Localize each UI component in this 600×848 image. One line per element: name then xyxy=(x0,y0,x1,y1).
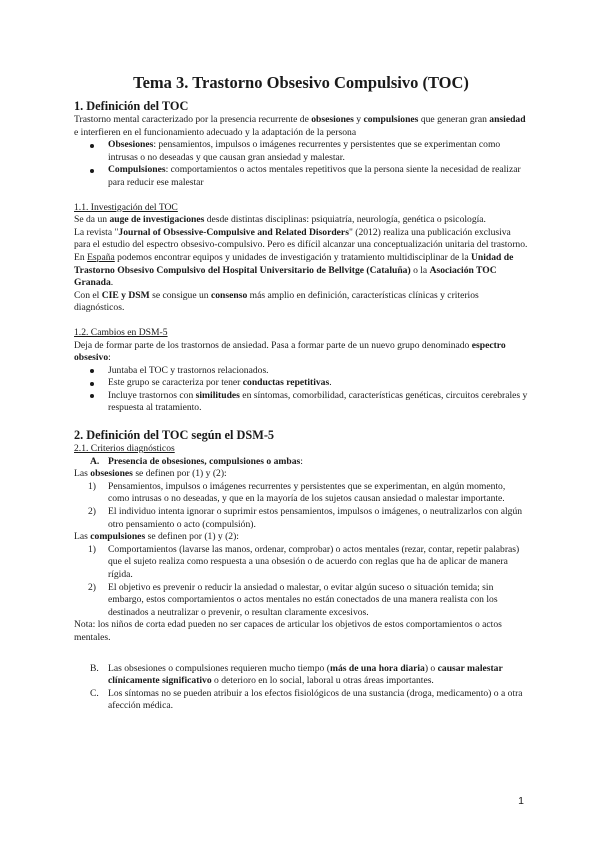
spacer xyxy=(74,415,528,428)
text-run: Incluye trastornos con xyxy=(108,389,196,401)
text-run: se definen por (1) y (2): xyxy=(145,531,239,543)
spacer xyxy=(74,645,528,663)
text-run: Las xyxy=(74,531,91,543)
list-marker: 1) xyxy=(88,543,96,555)
list-item xyxy=(74,544,528,582)
bold-term: CIE y DSM xyxy=(101,289,150,301)
text-run: " (2012) realiza una publicación exclusiva para el estudio del espectro obsesivo-compulsivo. Pero es difícil alcanzar una conceptualización unitaria del trastorno. xyxy=(74,226,528,251)
text-run: El individuo intenta ignorar o suprimir estos pensamientos, impulsos o imágenes, o neutralizarlos con algún otro pensamiento o acto (compulsión). xyxy=(108,506,523,530)
text-run: ) o xyxy=(424,662,438,674)
list-item xyxy=(74,481,528,506)
list-item xyxy=(74,390,528,415)
text-run: e interfieren en el funcionamiento adecuado y la adaptación de la persona xyxy=(74,126,357,138)
bold-term: causar malestar clínicamente significativo xyxy=(108,662,503,687)
paragraph-definicion xyxy=(74,114,528,139)
paragraph xyxy=(74,227,528,252)
text-run: Se da un xyxy=(74,214,110,226)
bold-term: Journal of Obsessive-Compulsive and Related Disorders xyxy=(118,226,349,238)
subsection-heading-criterios: 2.1. Criterios diagnósticos xyxy=(74,443,175,455)
note-paragraph: Nota: los niños de corta edad pueden no ser capaces de articular los objetivos de estos comportamientos o actos mentales. xyxy=(74,619,502,643)
text-run: Los síntomas no se pueden atribuir a los efectos fisiológicos de una sustancia (droga, medicamento) o a otra afección médica. xyxy=(108,687,523,712)
bold-term: similitudes xyxy=(195,389,240,401)
underlined-term: España xyxy=(87,251,115,263)
text-run: : pensamientos, impulsos o imágenes recurrentes y persistentes que se experimentan como intrusas o no deseadas y que causan gran ansiedad y malestar. xyxy=(108,139,501,163)
section-heading-definicion: 1. Definición del TOC xyxy=(74,99,189,113)
criterion-a xyxy=(74,456,528,469)
bold-term: ansiedad xyxy=(489,114,526,125)
criterion-marker: C. xyxy=(90,687,99,699)
text-run: El objetivo es prevenir o reducir la ansiedad o malestar, o evitar algún suceso o situación temida; sin embargo, estos comportamientos o actos mentales no están conectados de una manera realista con los destinados a neutralizar o prevenir, o resultan claramente excesivos. xyxy=(108,581,498,618)
text-run: desde distintas disciplinas: psiquiatría, neurología, genética o psicología. xyxy=(204,214,486,226)
criterion-marker: B. xyxy=(90,662,99,674)
bold-term: Presencia de obsesiones, compulsiones o ambas xyxy=(108,455,301,467)
text-run: . xyxy=(329,377,332,389)
bold-term: auge de investigaciones xyxy=(109,214,205,226)
text-run: Deja de formar parte de los trastornos de ansiedad. Pasa a formar parte de un nuevo grupo denominado xyxy=(74,339,472,351)
text-run: Comportamientos (lavarse las manos, ordenar, comprobar) o actos mentales (rezar, contar, repetir palabras) que el sujeto realiza como respuesta a una obsesión o de acuerdo con reglas que ha de aplicar de manera rígida. xyxy=(108,543,520,580)
text-run: Las obsesiones o compulsiones requieren mucho tiempo ( xyxy=(108,662,330,674)
bullet-list-cambios xyxy=(74,365,528,415)
text-run: : comportamientos o actos mentales repetitivos que la persona siente la necesidad de realizar para reducir ese malestar xyxy=(108,164,521,188)
bold-term: Obsesiones xyxy=(108,139,154,151)
bold-term: más de una hora diaria xyxy=(329,662,425,674)
bold-term: conductas repetitivas xyxy=(242,377,330,389)
text-run: que generan gran xyxy=(418,114,490,125)
criterion-b xyxy=(74,663,528,688)
text-run: se consigue un xyxy=(149,289,211,301)
list-item xyxy=(74,164,528,189)
paragraph xyxy=(74,214,528,227)
subsection-heading-cambios-dsm5: 1.2. Cambios en DSM-5 xyxy=(74,326,168,338)
page-title: Tema 3. Trastorno Obsesivo Compulsivo (TOC) xyxy=(133,73,469,92)
numbered-list-compulsiones xyxy=(74,544,528,620)
list-item xyxy=(74,506,528,531)
page-number: 1 xyxy=(518,795,524,807)
text-run: y xyxy=(353,114,364,125)
bold-term: compulsiones xyxy=(363,114,419,125)
paragraph xyxy=(74,468,528,481)
text-run: o deterioro en lo social, laboral u otras áreas importantes. xyxy=(211,675,434,687)
bold-term: Asociación TOC Granada xyxy=(74,264,497,289)
criterion-marker: A. xyxy=(90,455,100,467)
list-item xyxy=(74,139,528,164)
bold-term: obsesiones xyxy=(90,468,133,480)
list-item xyxy=(74,377,528,390)
numbered-list-obsesiones xyxy=(74,481,528,531)
list-marker: 1) xyxy=(88,480,96,492)
text-run: La revista " xyxy=(74,226,119,238)
criterion-c xyxy=(74,688,528,713)
text-run: : xyxy=(300,455,303,467)
page-content xyxy=(74,70,528,713)
text-run: Pensamientos, impulsos o imágenes recurrentes y persistentes que se experimentan, en algún momento, como intrusas o no deseadas, y que en la mayoría de los sujetos causan ansiedad o malestar importante. xyxy=(108,480,506,505)
bold-term: compulsiones xyxy=(90,531,146,543)
bold-term: espectro obsesivo xyxy=(74,339,506,364)
text-run: en síntomas, comorbilidad, características genéticas, circuitos cerebrales y respuesta al tratamiento. xyxy=(108,389,528,414)
bold-term: Unidad de Trastorno Obsesivo Compulsivo del Hospital Universitario de Bellvitge (Cataluña) xyxy=(74,251,514,276)
text-run: . xyxy=(110,277,114,289)
paragraph xyxy=(74,340,528,365)
paragraph xyxy=(74,290,528,315)
text-run: Trastorno mental caracterizado por la presencia recurrente de xyxy=(74,114,312,125)
paragraph xyxy=(74,252,528,290)
list-item xyxy=(74,582,528,620)
text-run: : xyxy=(108,352,111,364)
text-run: se definen por (1) y (2): xyxy=(132,468,227,480)
text-run: Las xyxy=(74,468,91,480)
section-heading-dsm5: 2. Definición del TOC según el DSM-5 xyxy=(74,428,275,443)
text-run: En xyxy=(74,251,88,263)
bullet-list-definicion xyxy=(74,139,528,189)
list-marker: 2) xyxy=(88,581,96,593)
bold-term: obsesiones xyxy=(311,114,354,125)
bold-term: consenso xyxy=(211,289,248,301)
bold-term: Compulsiones xyxy=(108,164,166,176)
list-item: Juntaba el TOC y trastornos relacionados. xyxy=(74,365,528,378)
text-run: Este grupo se caracteriza por tener xyxy=(108,377,243,389)
list-marker: 2) xyxy=(88,506,96,518)
text-run: podemos encontrar equipos y unidades de investigación y tratamiento multidisciplinar de la xyxy=(114,251,471,263)
subsection-heading-investigacion: 1.1. Investigación del TOC xyxy=(74,201,178,213)
text-run: más amplio en definición, características clínicas y criterios diagnósticos. xyxy=(74,289,479,314)
text-run: o la xyxy=(410,264,430,276)
paragraph xyxy=(74,531,528,544)
text-run: Con el xyxy=(74,289,102,301)
